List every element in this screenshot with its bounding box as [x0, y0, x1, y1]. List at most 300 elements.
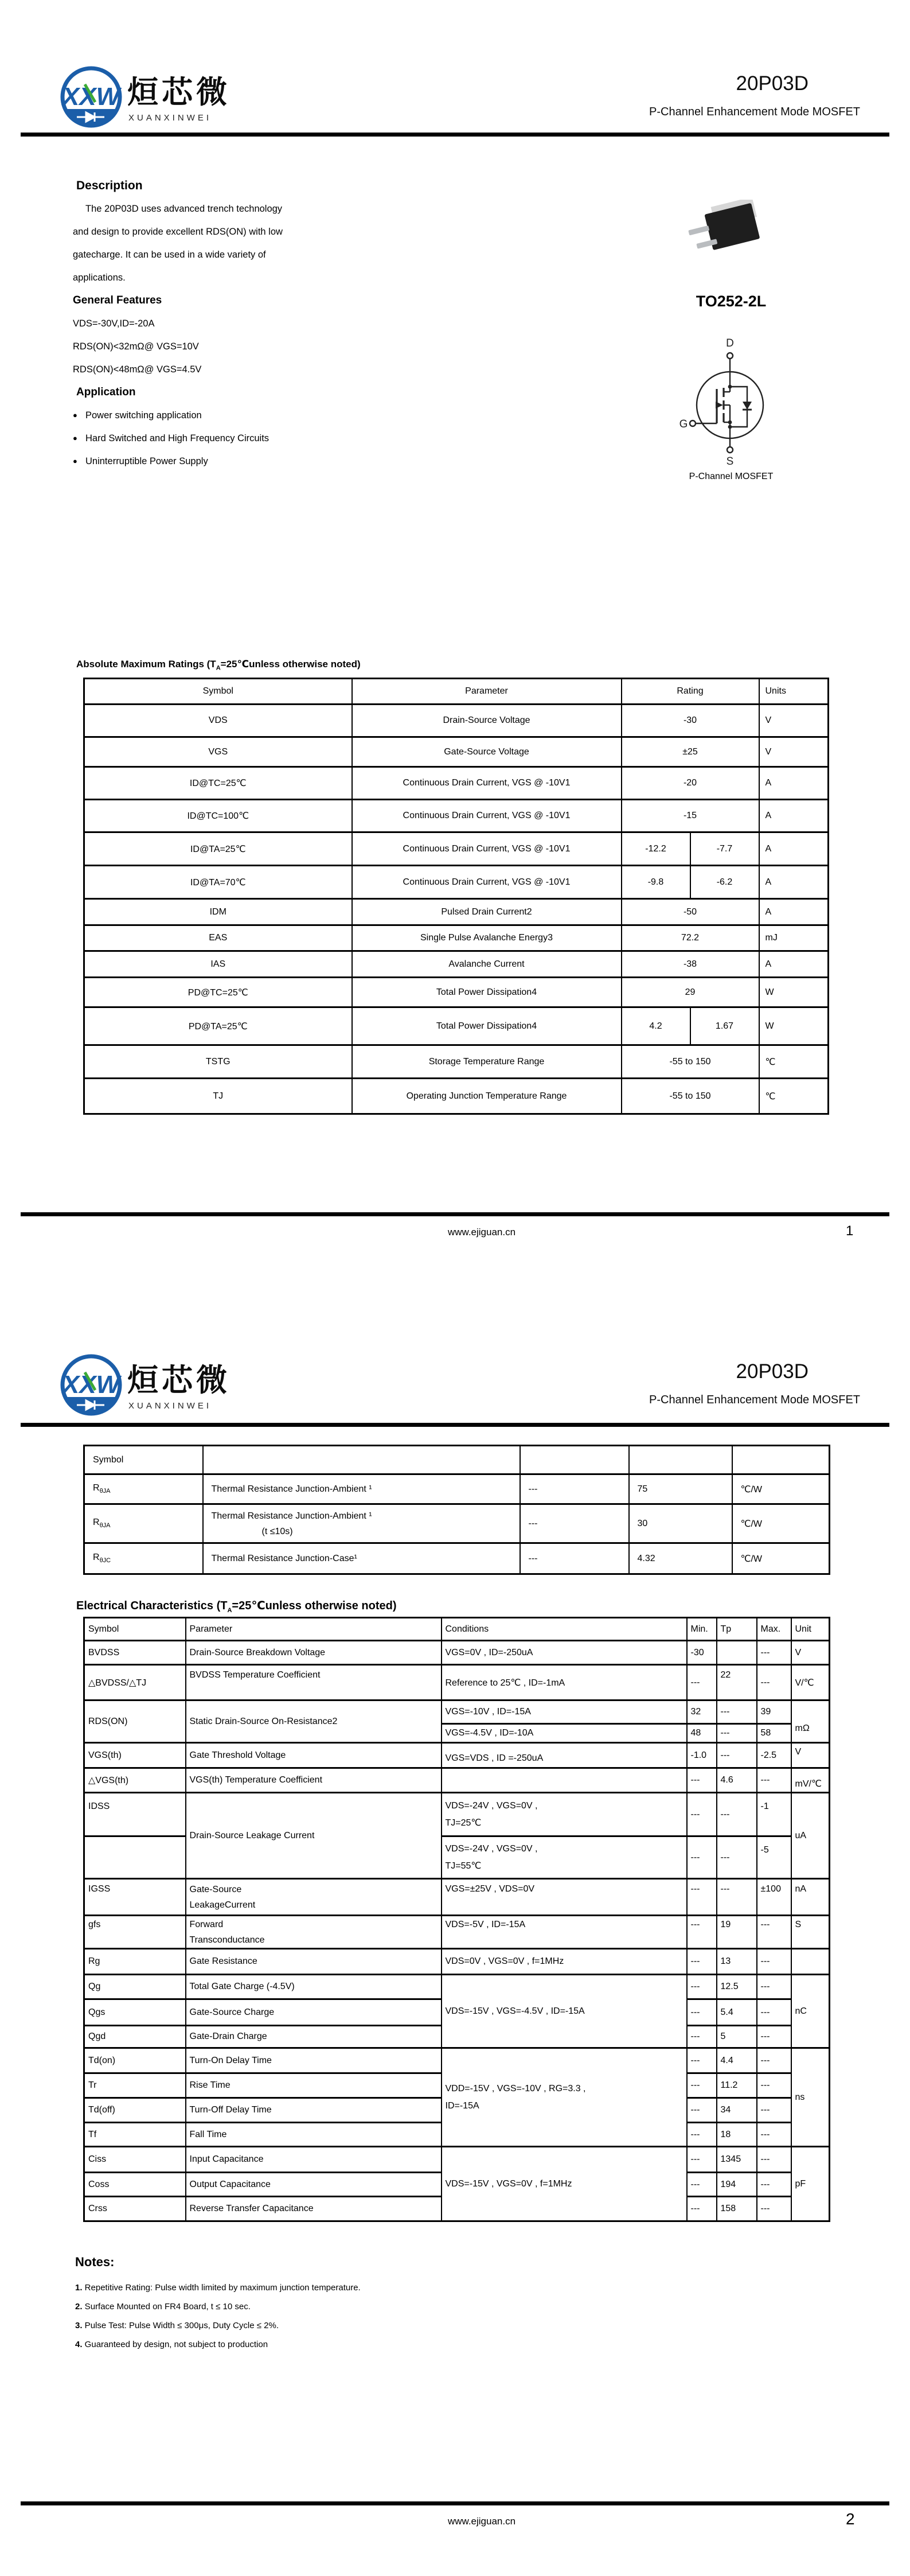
ec-symbol-cell: Qgs: [84, 1999, 186, 2026]
ec-header-min: Min.: [687, 1618, 717, 1641]
thermal-value-cell: 30: [629, 1504, 732, 1543]
amr-rating-cell: -50: [622, 899, 759, 925]
part-subtitle: P-Channel Enhancement Mode MOSFET: [649, 106, 860, 118]
part-number-title: 20P03D: [736, 72, 809, 95]
ec-tp-cell: 34: [717, 2098, 757, 2123]
table-row: [84, 705, 829, 737]
amr-parameter-cell: Continuous Drain Current, VGS @ -10V1: [352, 866, 622, 899]
table-row: [84, 1879, 830, 1916]
page-number: 2: [846, 2510, 855, 2528]
thermal-typ-cell: ---: [520, 1504, 629, 1543]
table-row: [84, 1007, 829, 1045]
ec-symbol-cell: VGS(th): [84, 1743, 186, 1768]
ec-parameter-cell: Gate Threshold Voltage: [186, 1743, 442, 1768]
ec-conditions-cell: VDS=0V , VGS=0V , f=1MHz: [442, 1949, 687, 1975]
feature-line: VDS=-30V,ID=-20A: [73, 318, 155, 329]
ec-tp-cell: 194: [717, 2173, 757, 2197]
ec-tp-cell: 13: [717, 1949, 757, 1975]
parameter-line2: LeakageCurrent: [189, 1900, 256, 1910]
ec-conditions-cell: VGS=-10V , ID=-15A: [442, 1701, 687, 1724]
feature-line: RDS(ON)<48mΩ@ VGS=4.5V: [73, 364, 202, 375]
ec-min-cell: -30: [687, 1641, 717, 1665]
symbol-base: R: [93, 1483, 100, 1493]
amr-parameter-cell: Continuous Drain Current, VGS @ -10V1: [352, 832, 622, 866]
amr-symbol-cell: EAS: [84, 925, 352, 951]
parameter-line: Forward: [189, 1919, 224, 1929]
amr-rating-cell: -20: [622, 767, 759, 800]
ec-tp-cell: ---: [717, 1836, 757, 1879]
ec-min-cell: ---: [687, 1836, 717, 1879]
ec-symbol-cell: Coss: [84, 2173, 186, 2197]
ec-max-cell: ---: [757, 1665, 791, 1701]
table-row: [84, 1045, 829, 1079]
ec-parameter-cell: Turn-Off Delay Time: [186, 2098, 442, 2123]
ec-unit-cell: nA: [791, 1879, 830, 1916]
amr-units-cell: V: [759, 705, 829, 737]
ec-tp-cell: 12.5: [717, 1975, 757, 1999]
table-row: [84, 951, 829, 978]
ec-min-cell: ---: [687, 1793, 717, 1836]
ec-min-cell: 32: [687, 1701, 717, 1724]
ec-max-cell: ---: [757, 1768, 791, 1793]
ec-max-cell: ---: [757, 1641, 791, 1665]
note-item: [75, 2316, 706, 2335]
amr-header-rating: Rating: [622, 679, 759, 705]
pin-label-source: S: [726, 456, 734, 467]
ec-min-cell: ---: [687, 1975, 717, 1999]
amr-parameter-cell: Total Power Dissipation4: [352, 1007, 622, 1045]
ec-max-cell: ±100: [757, 1879, 791, 1916]
ec-unit-cell: ns: [791, 2048, 830, 2147]
amr-rating-cell: ±25: [622, 737, 759, 767]
amr-parameter-cell: Operating Junction Temperature Range: [352, 1079, 622, 1114]
application-item: [73, 450, 589, 473]
description-line: gatecharge. It can be used in a wide variety of: [73, 250, 266, 260]
ec-max-cell: ---: [757, 1999, 791, 2026]
ec-min-cell: ---: [687, 1768, 717, 1793]
ec-tp-cell: 19: [717, 1916, 757, 1949]
amr-rating-cell: 4.2: [622, 1007, 690, 1045]
table-row: [84, 800, 829, 832]
ec-tp-cell: ---: [717, 1879, 757, 1916]
ec-min-cell: ---: [687, 1949, 717, 1975]
application-item: [73, 404, 589, 427]
amr-header-symbol: Symbol: [84, 679, 352, 705]
ec-unit-cell: V: [791, 1641, 830, 1665]
brand-chinese-name: 烜芯微: [127, 1363, 231, 1398]
table-row: [84, 1701, 830, 1724]
symbol-subscript: θJA: [99, 1488, 111, 1495]
ec-conditions-cell: VDS=-15V , VGS=0V , f=1MHz: [442, 2147, 687, 2221]
amr-rating-cell: -9.8: [622, 866, 690, 899]
ec-tp-cell: ---: [717, 1793, 757, 1836]
table-row: [84, 866, 829, 899]
ec-max-cell: -1: [757, 1793, 791, 1836]
condition-line2: ID=-15A: [445, 2100, 479, 2111]
amr-parameter-cell: Continuous Drain Current, VGS @ -10V1: [352, 800, 622, 832]
ec-min-cell: ---: [687, 2026, 717, 2048]
symbol-subscript: θJA: [99, 1522, 111, 1530]
note-number: 1.: [75, 2283, 83, 2293]
ec-parameter-cell: VGS(th) Temperature Coefficient: [186, 1768, 442, 1793]
package-name: TO252-2L: [696, 293, 767, 310]
amr-parameter-cell: Gate-Source Voltage: [352, 737, 622, 767]
thermal-unit-cell: ℃/W: [732, 1504, 830, 1543]
ec-unit-cell: V: [791, 1743, 830, 1768]
absolute-maximum-ratings-table: [83, 678, 829, 1115]
note-text: Repetitive Rating: Pulse width limited by maximum junction temperature.: [82, 2283, 361, 2293]
amr-symbol-cell: TJ: [84, 1079, 352, 1114]
symbol-base: R: [93, 1552, 100, 1563]
thermal-header-blank: [629, 1446, 732, 1474]
amr-rating-cell: -15: [622, 800, 759, 832]
condition-line2: TJ=55℃: [445, 1861, 482, 1871]
ec-max-cell: ---: [757, 2147, 791, 2173]
ec-heading-sub: A: [227, 1607, 232, 1614]
ec-header-symbol: Symbol: [84, 1618, 186, 1641]
ec-conditions-cell: [442, 1768, 687, 1793]
note-item: [75, 2297, 706, 2316]
amr-rating-cell: -12.2: [622, 832, 690, 866]
amr-parameter-cell: Total Power Dissipation4: [352, 978, 622, 1007]
ec-parameter-cell: [186, 1879, 442, 1916]
ec-unit-cell: S: [791, 1916, 830, 1949]
ec-tp-cell: 5.4: [717, 1999, 757, 2026]
ec-max-cell: ---: [757, 1975, 791, 1999]
ec-header-conditions: Conditions: [442, 1618, 687, 1641]
ec-parameter-cell: Static Drain-Source On-Resistance2: [186, 1701, 442, 1743]
amr-parameter-cell: Single Pulse Avalanche Energy3: [352, 925, 622, 951]
ec-conditions-cell: VDS=-15V , VGS=-4.5V , ID=-15A: [442, 1975, 687, 2048]
ec-symbol-cell: RDS(ON): [84, 1701, 186, 1743]
ec-conditions-cell: [442, 2048, 687, 2147]
thermal-resistance-table: [83, 1445, 830, 1575]
electrical-characteristics-table: [83, 1617, 830, 2222]
logo-letters: XXW: [62, 83, 120, 111]
table-row: [84, 1793, 830, 1836]
ec-max-cell: ---: [757, 2123, 791, 2147]
ec-max-cell: ---: [757, 1916, 791, 1949]
bullet-icon: ●: [73, 411, 77, 419]
amr-heading-text: Absolute Maximum Ratings (T: [76, 659, 216, 670]
thermal-symbol-cell: [84, 1504, 203, 1543]
amr-symbol-cell: TSTG: [84, 1045, 352, 1079]
thermal-typ-cell: ---: [520, 1543, 629, 1574]
ec-heading-text: =25℃unless otherwise noted): [232, 1600, 397, 1612]
ec-min-cell: -1.0: [687, 1743, 717, 1768]
table-row: [84, 1665, 830, 1701]
page-2: [0, 1288, 910, 2576]
table-row: [84, 1916, 830, 1949]
header-rule: [21, 133, 889, 137]
ec-tp-cell: 1345: [717, 2147, 757, 2173]
ec-conditions-cell: VGS=VDS , ID =-250uA: [442, 1743, 687, 1768]
amr-rating-cell: -38: [622, 951, 759, 978]
mosfet-symbol-icon: [675, 336, 773, 467]
ec-min-cell: ---: [687, 1999, 717, 2026]
note-item: [75, 2278, 706, 2297]
ec-parameter-cell: Gate Resistance: [186, 1949, 442, 1975]
ec-parameter-cell: Output Capacitance: [186, 2173, 442, 2197]
notes-heading: Notes:: [75, 2255, 115, 2269]
ec-tp-cell: ---: [717, 1724, 757, 1743]
amr-symbol-cell: ID@TC=100℃: [84, 800, 352, 832]
note-number: 2.: [75, 2302, 83, 2312]
amr-heading-text: =25℃unless otherwise noted): [220, 659, 361, 670]
ec-header-tp: Tp: [717, 1618, 757, 1641]
thermal-symbol-cell: [84, 1474, 203, 1504]
parameter-line2: Transconductance: [189, 1935, 265, 1945]
amr-symbol-cell: VDS: [84, 705, 352, 737]
thermal-parameter-cell: Thermal Resistance Junction-Ambient ¹: [203, 1474, 520, 1504]
thermal-unit-cell: ℃/W: [732, 1543, 830, 1574]
bullet-icon: ●: [73, 457, 77, 465]
amr-rating-cell: -30: [622, 705, 759, 737]
ec-parameter-cell: Drain-Source Leakage Current: [186, 1793, 442, 1879]
ec-max-cell: ---: [757, 2026, 791, 2048]
amr-parameter-cell: Continuous Drain Current, VGS @ -10V1: [352, 767, 622, 800]
note-number: 3.: [75, 2321, 83, 2330]
ec-min-cell: ---: [687, 2197, 717, 2221]
header-rule: [21, 1423, 889, 1427]
ec-parameter-cell: Input Capacitance: [186, 2147, 442, 2173]
ec-heading: [76, 1598, 397, 1614]
ec-conditions-cell: VDS=-5V , ID=-15A: [442, 1916, 687, 1949]
mosfet-arrow: [716, 402, 723, 408]
ec-header-unit: Unit: [791, 1618, 830, 1641]
table-row: [84, 2147, 830, 2173]
table-row: [84, 1543, 830, 1574]
ec-conditions-cell: VGS=-4.5V , ID=-10A: [442, 1724, 687, 1743]
ec-symbol-cell: gfs: [84, 1916, 186, 1949]
note-text: Surface Mounted on FR4 Board, t ≤ 10 sec.: [82, 2302, 251, 2312]
amr-rating2-cell: -7.7: [690, 832, 759, 866]
application-item-label: Power switching application: [85, 410, 202, 421]
table-row: [84, 1975, 830, 1999]
table-row: [84, 925, 829, 951]
table-row: [84, 1079, 829, 1114]
ec-symbol-cell: [84, 1836, 186, 1879]
page-number: 1: [846, 1223, 854, 1239]
thermal-symbol-cell: [84, 1543, 203, 1574]
ec-symbol-cell: Tr: [84, 2073, 186, 2098]
general-features-heading: General Features: [73, 294, 162, 306]
ec-unit-cell: mΩ: [791, 1701, 830, 1743]
table-header-row: [84, 1446, 830, 1474]
amr-units-cell: A: [759, 767, 829, 800]
ec-symbol-cell: Qgd: [84, 2026, 186, 2048]
amr-rating-cell: -55 to 150: [622, 1045, 759, 1079]
table-row: [84, 978, 829, 1007]
ec-min-cell: ---: [687, 2048, 717, 2073]
ec-min-cell: ---: [687, 1916, 717, 1949]
ec-tp-cell: 22: [717, 1665, 757, 1701]
parameter-line: Gate-Source: [189, 1884, 242, 1894]
footer-rule: [21, 1212, 889, 1216]
ec-parameter-cell: [186, 1916, 442, 1949]
amr-rating2-cell: -6.2: [690, 866, 759, 899]
table-row: [84, 1743, 830, 1768]
thermal-unit-cell: ℃/W: [732, 1474, 830, 1504]
ec-tp-cell: ---: [717, 1701, 757, 1724]
ec-heading-text: Electrical Characteristics (T: [76, 1600, 228, 1612]
package-lead: [688, 225, 709, 235]
amr-parameter-cell: Drain-Source Voltage: [352, 705, 622, 737]
ec-max-cell: -2.5: [757, 1743, 791, 1768]
ec-max-cell: ---: [757, 2098, 791, 2123]
amr-parameter-cell: Storage Temperature Range: [352, 1045, 622, 1079]
ec-parameter-cell: Fall Time: [186, 2123, 442, 2147]
ec-tp-cell: [717, 1641, 757, 1665]
amr-units-cell: A: [759, 866, 829, 899]
ec-min-cell: ---: [687, 2173, 717, 2197]
part-subtitle: P-Channel Enhancement Mode MOSFET: [649, 1394, 860, 1406]
ec-header-max: Max.: [757, 1618, 791, 1641]
table-row: [84, 1641, 830, 1665]
ec-tp-cell: 11.2: [717, 2073, 757, 2098]
table-header-row: [84, 1618, 830, 1641]
ec-symbol-cell: Tf: [84, 2123, 186, 2147]
parameter-line2: (t ≤10s): [261, 1526, 293, 1536]
amr-units-cell: W: [759, 978, 829, 1007]
table-row: [84, 767, 829, 800]
symbol-base: R: [93, 1517, 100, 1528]
ec-unit-cell: V/℃: [791, 1665, 830, 1701]
application-item-label: Uninterruptible Power Supply: [85, 456, 208, 466]
ec-parameter-cell: Total Gate Charge (-4.5V): [186, 1975, 442, 1999]
amr-symbol-cell: ID@TA=25℃: [84, 832, 352, 866]
note-number: 4.: [75, 2340, 83, 2349]
logo-letters: XXW: [62, 1371, 120, 1399]
footer-rule: [21, 2501, 889, 2505]
ec-max-cell: ---: [757, 1949, 791, 1975]
table-row: [84, 1504, 830, 1543]
amr-rating2-cell: 1.67: [690, 1007, 759, 1045]
brand-english-name: XUANXINWEI: [128, 113, 212, 123]
condition-line: VDS=-24V , VGS=0V ,: [445, 1843, 538, 1854]
amr-symbol-cell: PD@TA=25℃: [84, 1007, 352, 1045]
package-photo: [687, 200, 773, 263]
ec-max-cell: 39: [757, 1701, 791, 1724]
amr-heading: [76, 659, 361, 671]
ec-conditions-cell: Reference to 25℃ , ID=-1mA: [442, 1665, 687, 1701]
ec-unit-cell: uA: [791, 1793, 830, 1879]
ec-unit-cell: [791, 1949, 830, 1975]
amr-units-cell: mJ: [759, 925, 829, 951]
ec-max-cell: ---: [757, 2048, 791, 2073]
amr-symbol-cell: PD@TC=25℃: [84, 978, 352, 1007]
table-header-row: [84, 679, 829, 705]
amr-units-cell: A: [759, 899, 829, 925]
amr-header-parameter: Parameter: [352, 679, 622, 705]
ec-symbol-cell: IDSS: [84, 1793, 186, 1836]
ec-parameter-cell: Turn-On Delay Time: [186, 2048, 442, 2073]
thermal-parameter-cell: [203, 1504, 520, 1543]
ec-max-cell: -5: [757, 1836, 791, 1879]
thermal-value-cell: 75: [629, 1474, 732, 1504]
amr-units-cell: ℃: [759, 1079, 829, 1114]
amr-symbol-cell: IAS: [84, 951, 352, 978]
condition-line: VDS=-24V , VGS=0V ,: [445, 1800, 538, 1811]
ec-min-cell: 48: [687, 1724, 717, 1743]
ec-parameter-cell: Rise Time: [186, 2073, 442, 2098]
table-row: [84, 832, 829, 866]
thermal-header-symbol: Symbol: [84, 1446, 203, 1474]
ec-tp-cell: 158: [717, 2197, 757, 2221]
amr-units-cell: V: [759, 737, 829, 767]
amr-heading-sub: A: [216, 664, 221, 672]
note-text: Pulse Test: Pulse Width ≤ 300μs, Duty Cycle ≤ 2%.: [82, 2321, 279, 2330]
ec-parameter-cell: BVDSS Temperature Coefficient: [186, 1665, 442, 1701]
footer-url: www.ejiguan.cn: [447, 2516, 516, 2527]
table-row: [84, 1768, 830, 1793]
application-item: [73, 427, 589, 450]
ec-tp-cell: 5: [717, 2026, 757, 2048]
bullet-icon: ●: [73, 434, 77, 442]
table-row: [84, 2048, 830, 2073]
ec-unit-cell: pF: [791, 2147, 830, 2221]
amr-header-units: Units: [759, 679, 829, 705]
amr-parameter-cell: Pulsed Drain Current2: [352, 899, 622, 925]
ec-tp-cell: ---: [717, 1743, 757, 1768]
ec-symbol-cell: Td(on): [84, 2048, 186, 2073]
condition-line: VDD=-15V , VGS=-10V , RG=3.3 ,: [445, 2083, 586, 2094]
amr-rating-cell: -55 to 150: [622, 1079, 759, 1114]
footer-url: www.ejiguan.cn: [447, 1227, 516, 1238]
ec-symbol-cell: Crss: [84, 2197, 186, 2221]
description-line: and design to provide excellent RDS(ON) with low: [73, 227, 283, 237]
ec-parameter-cell: Gate-Source Charge: [186, 1999, 442, 2026]
logo-emblem-icon: [59, 64, 123, 130]
table-row: [84, 737, 829, 767]
ec-symbol-cell: Rg: [84, 1949, 186, 1975]
amr-units-cell: A: [759, 800, 829, 832]
description-line: applications.: [73, 273, 126, 283]
ec-symbol-cell: △BVDSS/△TJ: [84, 1665, 186, 1701]
ec-min-cell: ---: [687, 1665, 717, 1701]
table-row: [84, 899, 829, 925]
ec-symbol-cell: Td(off): [84, 2098, 186, 2123]
ec-unit-cell: nC: [791, 1975, 830, 2048]
thermal-parameter-cell: Thermal Resistance Junction-Case¹: [203, 1543, 520, 1574]
amr-units-cell: ℃: [759, 1045, 829, 1079]
parameter-line: Thermal Resistance Junction-Ambient ¹: [211, 1511, 372, 1521]
ec-min-cell: ---: [687, 2123, 717, 2147]
application-item-label: Hard Switched and High Frequency Circuits: [85, 433, 270, 443]
ec-max-cell: ---: [757, 2197, 791, 2221]
part-number-title: 20P03D: [736, 1360, 809, 1383]
logo-emblem-icon: [59, 1352, 123, 1418]
thermal-typ-cell: ---: [520, 1474, 629, 1504]
amr-symbol-cell: ID@TC=25℃: [84, 767, 352, 800]
ec-symbol-cell: Ciss: [84, 2147, 186, 2173]
note-text: Guaranteed by design, not subject to production: [82, 2340, 268, 2349]
condition-line2: TJ=25℃: [445, 1818, 482, 1828]
ec-min-cell: ---: [687, 2073, 717, 2098]
amr-units-cell: W: [759, 1007, 829, 1045]
ec-symbol-cell: IGSS: [84, 1879, 186, 1916]
ec-conditions-cell: VGS=±25V , VDS=0V: [442, 1879, 687, 1916]
amr-parameter-cell: Avalanche Current: [352, 951, 622, 978]
pin-label-gate: G: [679, 418, 688, 430]
ec-parameter-cell: Gate-Drain Charge: [186, 2026, 442, 2048]
brand-english-name: XUANXINWEI: [128, 1401, 212, 1411]
ec-tp-cell: 4.6: [717, 1768, 757, 1793]
ec-max-cell: 58: [757, 1724, 791, 1743]
ec-min-cell: ---: [687, 1879, 717, 1916]
description-section: [73, 179, 589, 473]
ec-tp-cell: 4.4: [717, 2048, 757, 2073]
